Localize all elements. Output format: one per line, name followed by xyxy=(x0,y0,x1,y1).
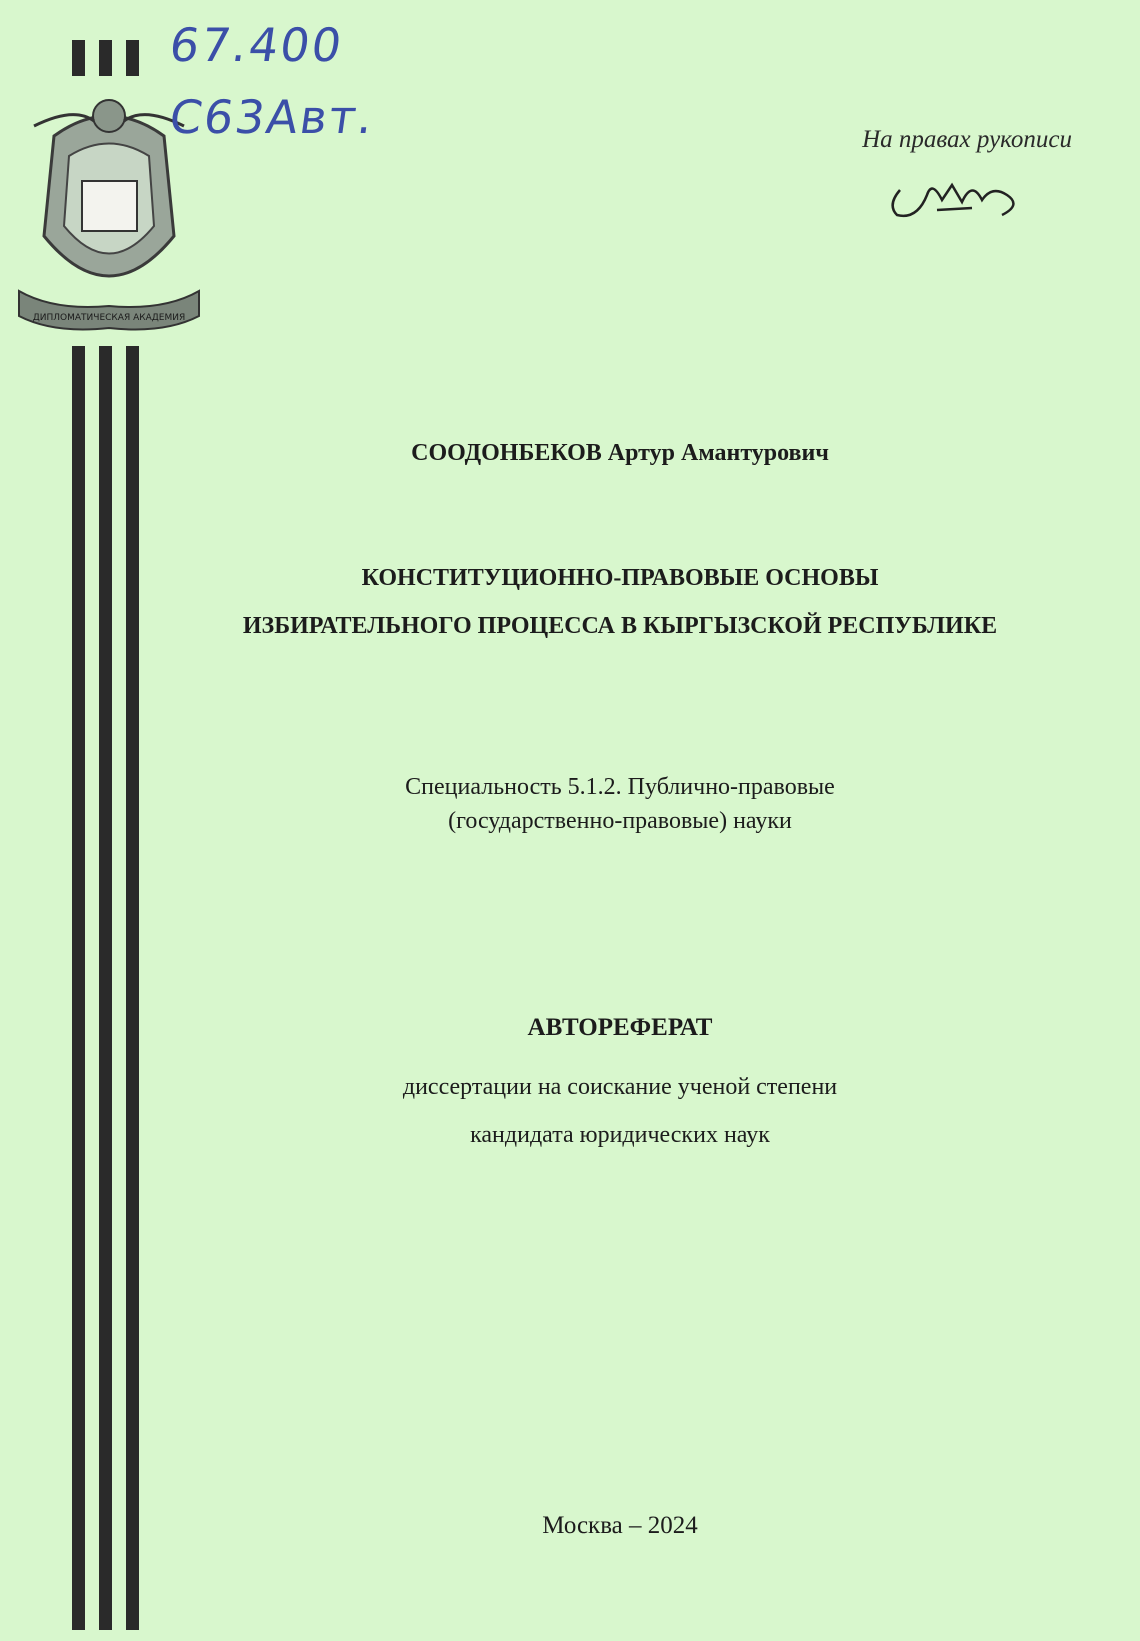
title-line-1: КОНСТИТУЦИОННО-ПРАВОВЫЕ ОСНОВЫ xyxy=(361,565,879,591)
dissertation-title xyxy=(170,554,1070,650)
author-name: СООДОНБЕКОВ Артур Амантурович xyxy=(411,440,829,466)
abstract-description xyxy=(170,1063,1070,1159)
handwritten-shelf-line-2: С63Авт. xyxy=(166,90,379,144)
abstract-line-1: диссертации на соискание ученой степени xyxy=(402,1074,838,1100)
abstract-heading: АВТОРЕФЕРАТ xyxy=(527,1014,713,1041)
abstract-line-2: кандидата юридических наук xyxy=(470,1122,770,1148)
emblem-ribbon-text: ДИПЛОМАТИЧЕСКАЯ АКАДЕМИЯ xyxy=(32,313,186,323)
handwritten-shelf-line-1: 67.400 xyxy=(166,18,347,72)
specialty-block xyxy=(170,770,1070,838)
manuscript-rights-note: На правах рукописи xyxy=(862,126,1072,153)
handwritten-signature xyxy=(882,160,1032,230)
title-line-2: ИЗБИРАТЕЛЬНОГО ПРОЦЕССА В КЫРГЫЗСКОЙ РЕСПУБЛИКЕ xyxy=(242,613,998,639)
specialty-line-1: Специальность 5.1.2. Публично-правовые xyxy=(405,774,835,800)
place-year: Москва – 2024 xyxy=(542,1512,698,1539)
specialty-line-2: (государственно-правовые) науки xyxy=(448,808,792,834)
